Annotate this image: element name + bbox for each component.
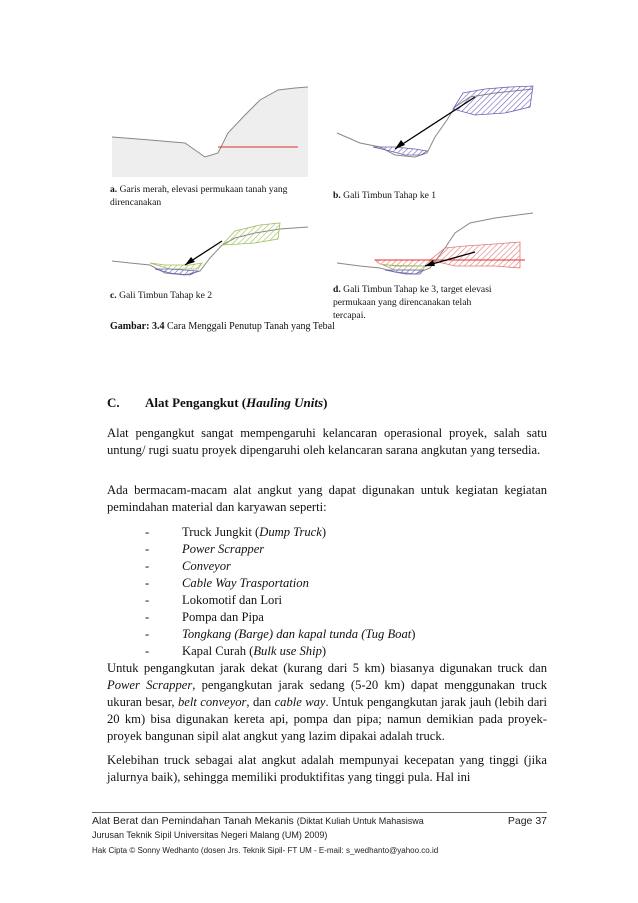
footer-divider bbox=[92, 812, 547, 813]
caption-d-label: d. bbox=[333, 284, 341, 295]
figure-panel-d bbox=[335, 208, 535, 283]
paragraph-2: Ada bermacam-macam alat angkut yang dapat digunakan untuk kegiatan kegiatan pemindahan material dan karyawan seperti: bbox=[107, 483, 547, 514]
figure-panel-c bbox=[110, 213, 310, 283]
fill-area-blue bbox=[385, 270, 423, 274]
footer-line-2: Jurusan Teknik Sipil Universitas Negeri Malang (UM) 2009) bbox=[92, 830, 328, 840]
arrowhead bbox=[185, 257, 195, 265]
caption-a-text: Garis merah, elevasi permukaan tanah yang bbox=[119, 184, 288, 195]
paragraph-4: Kelebihan truck sebagai alat angkut adalah mempunyai kecepatan yang tinggi (jika jalurnya baik), sehingga memiliki produktifitas yang tinggi pula. Hal ini bbox=[107, 753, 547, 784]
caption-a bbox=[110, 183, 320, 209]
footer-line-3: Hak Cipta © Sonny Wedhanto (dosen Jrs. Teknik Sipil- FT UM - E-mail: s_wedhanto@yahoo.co.id bbox=[92, 846, 439, 855]
page-number: Page 37 bbox=[507, 815, 547, 827]
caption-d-text3: tercapai. bbox=[333, 310, 366, 321]
caption-d bbox=[333, 283, 533, 322]
footer-subtitle: (Diktat Kuliah Untuk Mahasiswa bbox=[296, 816, 424, 826]
figure-panel-a bbox=[110, 85, 310, 180]
haul-arrow bbox=[395, 97, 475, 149]
fill-area bbox=[373, 147, 427, 155]
caption-b-label: b. bbox=[333, 190, 341, 201]
list-item: - Cable Way Trasportation bbox=[145, 576, 309, 590]
ground-fill bbox=[112, 87, 308, 177]
caption-c-label: c. bbox=[110, 290, 117, 301]
section-title-plain: Alat Pengangkut ( bbox=[145, 395, 247, 410]
section-title-end: ) bbox=[323, 395, 328, 410]
caption-c-text: Gali Timbun Tahap ke 2 bbox=[119, 290, 213, 301]
list-item: - Pompa dan Pipa bbox=[145, 610, 264, 624]
paragraph-1: Alat pengangkut sangat mempengaruhi kelancaran operasional proyek, salah satu untung/ rugi suatu proyek dipengaruhi oleh kelancaran sarana angkutan yang tersedia. bbox=[107, 426, 547, 457]
section-number: C. bbox=[107, 395, 120, 410]
list-item: - Tongkang (Barge) dan kapal tunda (Tug Boat) bbox=[145, 627, 416, 641]
caption-d-text2: permukaan yang direncanakan telah bbox=[333, 297, 472, 308]
section-title-italic: Hauling Units bbox=[246, 395, 324, 410]
list-item: - Conveyor bbox=[145, 559, 231, 573]
caption-b-text: Gali Timbun Tahap ke 1 bbox=[343, 190, 437, 201]
section-heading bbox=[107, 395, 327, 411]
list-item: - Kapal Curah (Bulk use Ship) bbox=[145, 644, 327, 658]
hauling-units-list bbox=[145, 524, 415, 660]
cut-area-green bbox=[222, 223, 280, 245]
figure-caption bbox=[110, 321, 335, 332]
fill-area-green bbox=[150, 263, 202, 269]
figure-panel-b bbox=[335, 85, 535, 175]
list-item: - Power Scrapper bbox=[145, 542, 265, 556]
figure-caption-label: Gambar: 3.4 bbox=[110, 321, 165, 332]
figure-caption-text: Cara Menggali Penutup Tanah yang Tebal bbox=[166, 321, 335, 332]
list-item: - Truck Jungkit (Dump Truck) bbox=[145, 525, 327, 539]
cut-area bbox=[453, 86, 533, 115]
cut-area-red bbox=[430, 242, 520, 268]
footer-title: Alat Berat dan Pemindahan Tanah Mekanis bbox=[92, 815, 294, 827]
caption-a-label: a. bbox=[110, 184, 118, 195]
list-item: - Lokomotif dan Lori bbox=[145, 593, 283, 607]
caption-d-text: Gali Timbun Tahap ke 3, target elevasi bbox=[343, 284, 492, 295]
caption-b bbox=[333, 189, 436, 202]
footer-line-1 bbox=[92, 815, 547, 827]
fill-area-green bbox=[383, 265, 425, 270]
paragraph-3: Untuk pengangkutan jarak dekat (kurang dari 5 km) biasanya digunakan truck dan Power Scrapper, pengangkutan jarak sedang (5-20 km) dapat menggunakan truck ukuran besar, belt conveyor, dan cable way. Untuk pengangkutan jarak jauh (lebih dari 20 km) bisa digunakan kereta api, pompa dan pipa; namun demikian pada proyek-proyek bangunan sipil alat angkut yang lazim dipakai adalah truck. bbox=[107, 661, 547, 743]
caption-c bbox=[110, 289, 212, 302]
caption-a-text2: direncanakan bbox=[110, 197, 162, 208]
